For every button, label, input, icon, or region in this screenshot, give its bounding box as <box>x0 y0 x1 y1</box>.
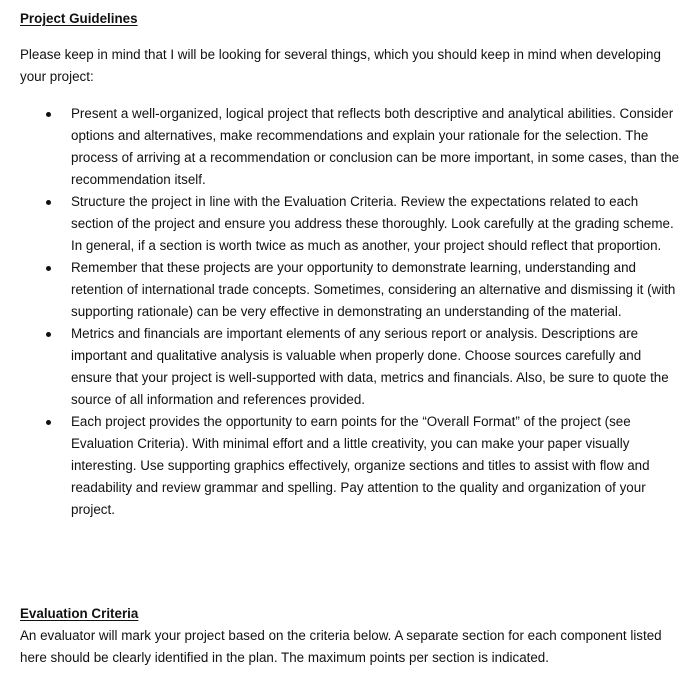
bullet-dot-icon <box>46 420 51 425</box>
bullet-text: Remember that these projects are your opportunity to demonstrate learning, understanding and retention of international trade concepts. Sometimes, considering an alternative and dismissing it (with supporting rationale) can be very effective in demonstrating an understanding of the material. <box>71 260 676 319</box>
bullet-item <box>0 257 683 323</box>
guidelines-intro-paragraph: Please keep in mind that I will be looking for several things, which you should keep in mind when developing your project: <box>20 47 661 84</box>
bullet-dot-icon <box>46 266 51 271</box>
bullet-item <box>0 411 683 521</box>
bullet-text: Present a well-organized, logical project that reflects both descriptive and analytical abilities. Consider options and alternatives, make recommendations and explain your rationale for the selection. The process of arriving at a recommendation or conclusion can be more important, in some cases, than the recommendation itself. <box>71 106 680 187</box>
project-guidelines-heading: Project Guidelines <box>20 11 138 26</box>
bullet-text: Each project provides the opportunity to earn points for the “Overall Format” of the project (see Evaluation Criteria). With minimal effort and a little creativity, you can make your paper visually interesting. Use supporting graphics effectively, organize sections and titles to assist with flow and readability and review grammar and spelling. Pay attention to the quality and organization of your project. <box>71 414 650 517</box>
bullet-dot-icon <box>46 112 51 117</box>
bullet-dot-icon <box>46 332 51 337</box>
bullet-text: Metrics and financials are important elements of any serious report or analysis. Descriptions are important and qualitative analysis is valuable when properly done. Choose sources carefully and ensure that your project is well-supported with data, metrics and financials. Also, be sure to quote the source of all information and references provided. <box>71 326 669 407</box>
bullet-item <box>0 191 683 257</box>
guidelines-bullet-list <box>0 103 700 521</box>
bullet-item <box>0 323 683 411</box>
evaluation-criteria-heading: Evaluation Criteria <box>20 606 139 621</box>
bullet-text: Structure the project in line with the Evaluation Criteria. Review the expectations related to each section of the project and ensure you address these thoroughly. Look carefully at the grading scheme. In general, if a section is worth twice as much as another, your project should reflect that proportion. <box>71 194 674 253</box>
evaluation-intro-paragraph: An evaluator will mark your project based on the criteria below. A separate section for each component listed here should be clearly identified in the plan. The maximum points per section is indicated. <box>20 628 662 665</box>
bullet-dot-icon <box>46 200 51 205</box>
bullet-item <box>0 103 683 191</box>
